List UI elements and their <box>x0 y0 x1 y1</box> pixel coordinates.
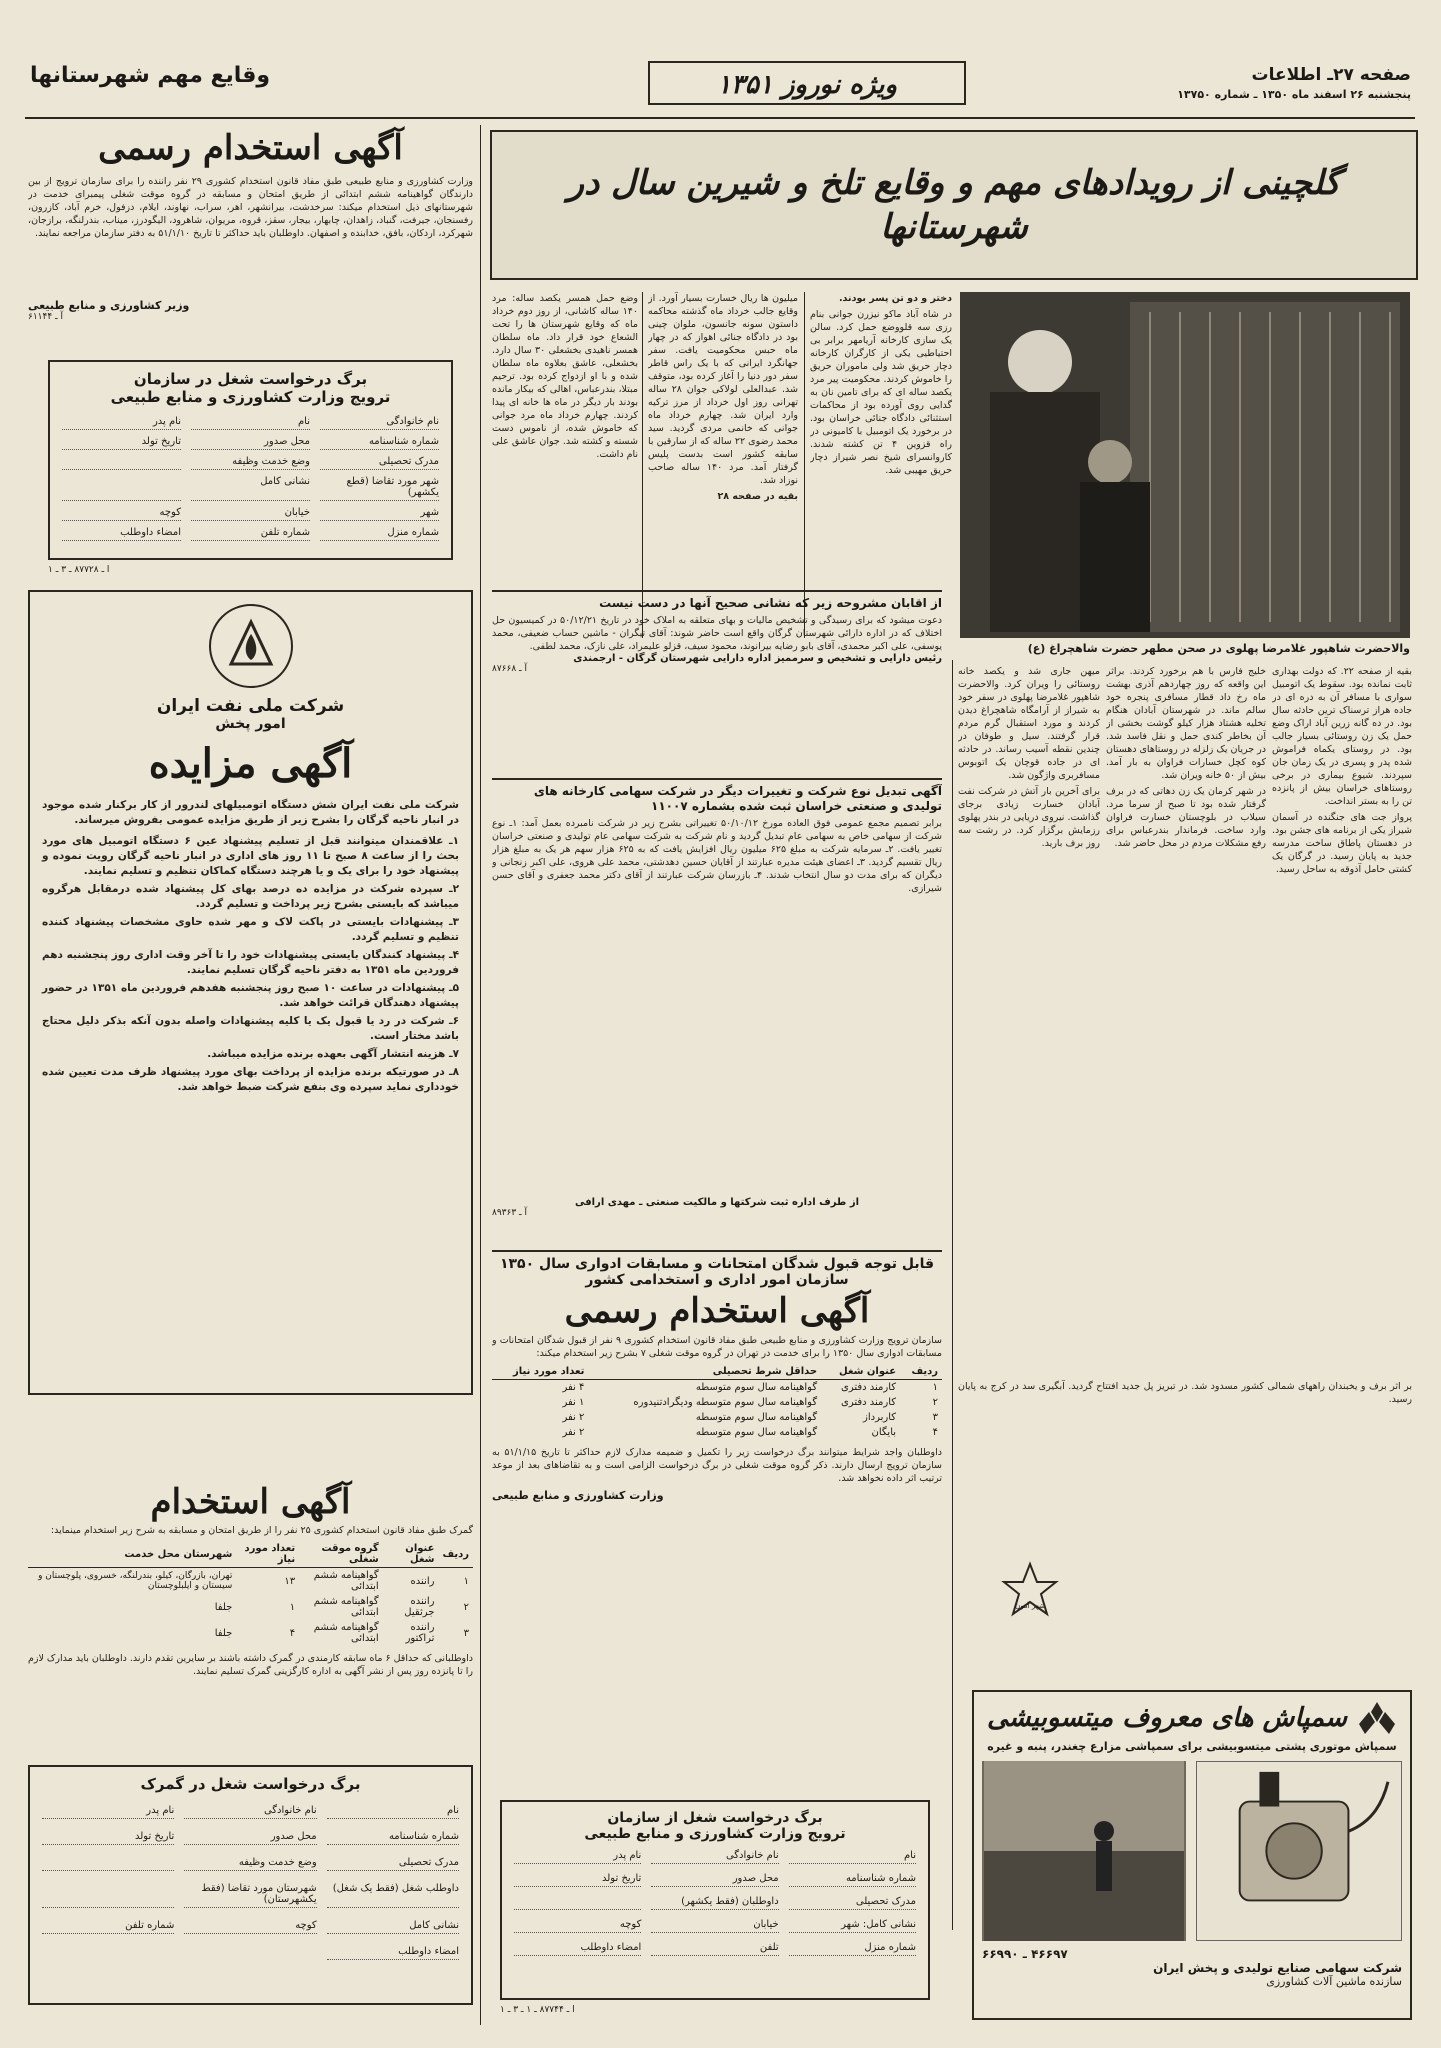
mitsubishi-phone: ۴۶۶۹۷ ـ ۶۶۹۹۰ <box>982 1947 1068 1961</box>
form-field[interactable]: محل صدور <box>651 1873 778 1887</box>
cell: تهران، بازرگان، کیلو، بندرلنگه، خسروی، پلوچستان و سیستان و ایلبلوچستان <box>38 1571 233 1591</box>
photo-caption: والاحضرت شاهپور غلامرضا پهلوی در صحن مطهر حضرت شاهچراغ (ع) <box>1027 642 1410 655</box>
sprayer-machine-image <box>1196 1761 1402 1941</box>
feature-col4 <box>1106 665 1266 1365</box>
cell: گواهینامه ششم ابتدائی <box>313 1596 379 1618</box>
form-field[interactable]: نام پدر <box>42 1805 174 1819</box>
exam-header: حداقل شرط تحصیلی <box>588 1364 821 1380</box>
feature-col6-text: میهن جاری شد و یکصد خانه روستائی را ویران کرد. والاحضرت شاهپور غلامرضا پهلوی در سفر خود به شیراز از آرامگاه شاهچراغ دیدن کردند و مورد استقبال گرم مردم قرار گرفتند. سیل و طوفان در چندین نقطه آسیب رساند. در حادثه ای در جاده قوچان یک اتوبوس مسافربری واژگون شد. <box>958 666 1100 781</box>
feature-col4-text: خلیج فارس با هم برخورد کردند. براثر این واقعه که روز چهاردهم آذری بهشت ماه رخ داد قطار مسافری پنجره خود سالم ماند. در شهرستان آبادان هنگام تخلیه هشتاد هزار کیلو گوشت بخشی از آن بخاطر کندی حمل و نقل فاسد شد. در جریان یک زلزله در روستاهای دهستان کوه کچل خسارات فراوان به بار آمد. بیش از ۵۰ خانه ویران شد. <box>1106 666 1266 781</box>
exam-notice <box>492 1250 942 1795</box>
form-field[interactable] <box>62 456 181 470</box>
exam-form-title-2: ترویج وزارت کشاورزی و منابع طبیعی <box>584 1826 846 1842</box>
form-top-title-2: ترویج وزارت کشاورزی و منابع طبیعی <box>110 388 391 406</box>
customs-header: تعداد مورد نیاز <box>236 1541 299 1568</box>
cell: ۱ <box>932 1382 938 1393</box>
cell: ۲ نفر <box>562 1427 585 1438</box>
form-field[interactable]: امضاء داوطلب <box>62 527 181 541</box>
special-banner: ویژه نوروز ۱۳۵۱ <box>648 61 966 105</box>
city-emblem <box>1000 1560 1060 1620</box>
cell: ۳ <box>932 1412 938 1423</box>
form-field[interactable]: مدرک تحصیلی <box>327 1857 459 1871</box>
exam-header: ردیف <box>900 1364 942 1380</box>
form-field[interactable]: شهر مورد تقاضا (قطع یکشهر) <box>320 476 439 501</box>
employment-official-ref: آ ـ ۶۱۱۴۴ <box>28 312 64 322</box>
employment-official-body: وزارت کشاورزی و منابع طبیعی طبق مفاد قانون استخدام کشوری ۲۹ نفر راننده را برای سازمان ترویج از بین دارندگان گواهینامه ششم ابتدائی از طریق امتحان و مسابقه در گروه موقت شغلی پیمبرای خدمت در شهرستانهای ذیل استخدام میکند: سرخدشت، بیرانشهر، اهر، سراب، نهاوند، ایلام، دزفول، خرم آباد، کازرون، رفسنجان، جیرفت، گنباد، زاهدان، چابهار، بیجار، سقز، قروه، مریوان، شاهرود، الیگودرز، میناب، بندرلنگه، برازجان، شهرکرد، اردکان، بافق، خدابنده و اصفهان. داوطلبان باید حداکثر تا تاریخ ۵۱/۱/۱۰ به دفتر سازمان مراجعه نمایند. <box>28 176 473 239</box>
cell: کارمند دفتری <box>841 1397 897 1408</box>
cell: کاربرداز <box>863 1412 897 1423</box>
feature-col2-text: میلیون ها ریال خسارت بسیار آورد. از وقایع جالب خرداد ماه گذشته محاکمه داستون سونه جانسون، ملوان چینی بود در دادگاه جنائی اهواز که در چهار ماه حبس محکومیت یافت. سفر جهانگرد ایرانی که با یک راس قاطر سفر دور دنیا را آغاز کرده بود، متوقف شد. عبدالعلی لولاکی جوان ۲۸ ساله تهرانی روز اول خرداد از مرز ترکیه وارد ایران شد. چهارم خرداد ماه جوانی که خانمی مردی گردید. سید محمد رضوی ۲۲ ساله که از سارقین با سابقه کشور است بدست پلیس گرفتار آمد. مرد ۱۴۰ ساله صاحب نوزاد شد. <box>648 293 798 486</box>
form-top-fields <box>62 416 439 541</box>
form-field[interactable]: کوچه <box>514 1919 641 1933</box>
exam-signature: وزارت کشاورزی و منابع طبیعی <box>492 1489 664 1502</box>
cell: کارمند دفتری <box>841 1382 897 1393</box>
date-line: پنجشنبه ۲۶ اسفند ماه ۱۳۵۰ ـ شماره ۱۳۷۵۰ <box>1177 88 1411 101</box>
nioc-emblem <box>209 604 293 688</box>
table-row <box>492 1410 942 1425</box>
auction-item: ۲ـ سپرده شرکت در مزایده ده درصد بهای کل پیشنهاد شده درمقابل هرگروه میباشد که بایستی بشرح زیر پرداخت و تسلیم گردد. <box>42 883 459 910</box>
exam-application-form <box>500 1800 930 2000</box>
customs-application-form <box>28 1765 473 2005</box>
form-field[interactable]: شهر <box>320 507 439 521</box>
left-column-rule <box>480 125 481 2025</box>
form-field[interactable]: تاریخ تولد <box>42 1831 174 1845</box>
registration-ref: آ ـ ۸۷۶۶۸ <box>492 664 528 674</box>
customs-intro: گمرک طبق مفاد قانون استخدام کشوری ۲۵ نفر را از طریق امتحان و مسابقه به شرح زیر استخدام مینماید: <box>50 1525 473 1536</box>
auction-item: ۴ـ پیشنهاد کنندگان بایستی پیشنهادات خود را تا آخر وقت اداری روز پنجشنبه دهم فروردین ماه ۱۳۵۱ به دفتر ناحیه گرگان تسلیم نمایند. <box>42 949 459 976</box>
exam-ref: آ ـ ۸۷۷۴۴ ـ ۱ ـ ۳ ـ ۱ <box>500 2005 575 2015</box>
form-field[interactable]: نام خانوادگی <box>651 1850 778 1864</box>
form-field[interactable]: داوطلب شغل (فقط یک شغل) <box>327 1883 459 1908</box>
employment-official-signature: وزیر کشاورزی و منابع طبیعی <box>28 299 190 312</box>
exam-form-fields <box>514 1850 916 1956</box>
auction-item: ۷ـ هزینه انتشار آگهی بعهده برنده مزایده میباشد. <box>207 1048 459 1060</box>
exam-title: آگهی استخدام رسمی <box>564 1291 870 1331</box>
cell: گواهینامه سال سوم متوسطه <box>695 1412 818 1423</box>
field-photo-illustration <box>982 1761 1186 1941</box>
form-field[interactable]: وضع خدمت وظیفه <box>184 1857 316 1871</box>
masthead-rule <box>25 117 1415 119</box>
mitsubishi-address: سازنده ماشین آلات کشاورزی <box>1266 1975 1402 1988</box>
form-field[interactable]: نشانی کامل <box>191 476 310 501</box>
exam-table <box>492 1364 942 1440</box>
feature-col1 <box>810 292 952 638</box>
auction-intro: شرکت ملی نفت ایران شش دستگاه اتومبیلهای لندرور از کار برکنار شده موجود در انبار ناحیه گرگان را بشرح زیر از طریق مزایده عمومی بفروش میرساند. <box>42 799 459 826</box>
company-change-ref: آ ـ ۸۹۳۶۳ <box>492 1208 528 1218</box>
flame-logo-icon <box>221 616 281 676</box>
feature-headline: گلچینی از رویدادهای مهم و وقایع تلخ و شیرین سال در شهرستانها <box>567 163 1341 247</box>
cell: ۱ <box>463 1575 469 1587</box>
form-field[interactable]: تاریخ تولد <box>62 436 181 450</box>
customs-header: شهرستان محل خدمت <box>28 1541 236 1568</box>
form-field[interactable]: کوچه <box>62 507 181 521</box>
feature-col7 <box>958 1380 1412 1680</box>
employment-official-top <box>28 125 473 335</box>
cell: راننده تراکتور <box>405 1622 435 1644</box>
form-field[interactable]: شماره منزل <box>789 1942 916 1956</box>
form-field[interactable]: نام پدر <box>514 1850 641 1864</box>
cell: گواهینامه ششم ابتدائی <box>313 1622 379 1644</box>
cell: ۴ نفر <box>562 1382 585 1393</box>
cell: گواهینامه سال سوم متوسطه ودیگرادتنیدوره <box>633 1397 818 1408</box>
form-top-title-1: برگ درخواست شغل در سازمان <box>133 370 368 388</box>
feature-col1-text: در شاه آباد ماکو نیزرن جوانی بنام رزی سه قلووضع حمل کرد. سالن یک سازی کارخانه آریامهر برابر بی احتیاطیی یکی از کارگران کارخانه دچار حریق شد ولی ماموران حریق را خاموش کردند. محکومیت پیر مرد یکصد ساله ای که برای تامین نان به گدایی روی آورده بود از محاکمات استثنائی دادگاه جنائی خراسان بود. در برخورد یک اتومبیل با کامیونی در راه قزوین ۴ تن کشته شدند. کاروانسرای شیخ نصر شیراز دچار حریق مهیبی شد. <box>810 309 952 476</box>
mitsubishi-headline: سمپاش های معروف میتسوبیشی <box>987 1703 1347 1733</box>
cell: جلفا <box>214 1627 233 1639</box>
table-row <box>492 1395 942 1410</box>
form-field[interactable]: امضاء داوطلب <box>514 1942 641 1956</box>
employment-official-title: آگهی استخدام رسمی <box>98 128 403 168</box>
customs-employment <box>28 1480 473 1750</box>
customs-table <box>28 1541 473 1646</box>
cell: ۲ <box>463 1601 469 1613</box>
auction-item: ۱ـ علاقمندان میتوانند قبل از تسلیم پیشنهاد عین ۶ دستگاه اتومبیل های مورد بحث را از ساعت ۸ صبح تا ۱۱ روز های اداری در انبار ناحیه گرگان رویت نموده و پیشنهاد خود را برای یک و یا هرچند دستگاه کماکان تنظیم و تسلیم نمایند. <box>42 835 459 877</box>
col-divider-2 <box>642 292 643 638</box>
form-field[interactable]: نشانی کامل <box>327 1920 459 1934</box>
cell: جلفا <box>214 1601 233 1613</box>
star-emblem-icon <box>1000 1560 1060 1620</box>
feature-col5 <box>1272 665 1412 1365</box>
form-field[interactable]: داوطلبان (فقط یکشهر) <box>651 1896 778 1910</box>
form-field[interactable]: خیابان <box>651 1919 778 1933</box>
form-field[interactable] <box>42 1857 174 1871</box>
lower-text-d: بر اثر برف و یخبندان راههای شمالی کشور مسدود شد. در تبریز پل جدید افتتاح گردید. آبگیری سد در کرج به پایان رسید. <box>958 1381 1412 1405</box>
auction-items <box>42 834 459 1095</box>
customs-header: ردیف <box>438 1541 473 1568</box>
form-field[interactable]: شماره شناسنامه <box>327 1831 459 1845</box>
feature-col2 <box>648 292 798 638</box>
form-field[interactable]: نام خانوادگی <box>184 1805 316 1819</box>
mitsubishi-logo-icon <box>1357 1700 1397 1736</box>
cell: ۱ نفر <box>562 1397 585 1408</box>
cell: ۳ <box>463 1627 469 1639</box>
registration-signature: رئیس دارایی و تشخیص و سرممیز اداره دارایی شهرستان گرگان - ارجمندی <box>573 653 942 664</box>
form-field[interactable]: شهرستان مورد تقاضا (فقط یکشهرستان) <box>184 1883 316 1908</box>
masthead <box>0 55 1441 115</box>
cell: گواهینامه سال سوم متوسطه <box>695 1382 818 1393</box>
application-form-top <box>48 360 453 560</box>
company-change-body: برابر تصمیم مجمع عمومی فوق العاده مورخ ۵۰/۱۰/۱۲ تغییراتی بشرح زیر در شرکت نامبرده بعمل آمد: ۱ـ نوع شرکت از سهامی خاص به سهامی عام تبدیل گردید و نام شرکت به شرکت سهامی عام تولیدی و صنعتی خراسان تغییر یافت. ۲ـ سرمایه شرکت به مبلغ ۶۲۵ میلیون ریال افزایش یافت که به ۶۲۵ هزار سهم هر یک به مبلغ هزار ریال تقسیم گردید. ۳ـ اعضای هیئت مدیره عبارتند از آقایان حسین دهدشتی، محمد علی هروی، علی اکبر زنجانی و دیگران که برای مدت دو سال انتخاب شدند. ۴ـ بازرسان شرکت عبارتند از آقای دکتر محمد جعفری و آقای حسن شیرازی. <box>492 818 942 894</box>
form-field[interactable]: محل صدور <box>184 1831 316 1845</box>
exam-header: عنوان شغل <box>821 1364 900 1380</box>
lower-text-c: برای آخرین بار آتش در شرکت نفت آبادان خسارت زیادی برجای گذاشت. نیروی دریایی در بندر پهلوی رزمایش برگزار کرد. در رشت سه روز برف بارید. <box>958 786 1100 849</box>
cell: ۲ نفر <box>562 1412 585 1423</box>
form-field[interactable]: محل صدور <box>191 436 310 450</box>
form-field[interactable] <box>514 1896 641 1910</box>
exam-intro: سازمان ترویج وزارت کشاورزی و منابع طبیعی طبق مفاد قانون استخدام کشوری ۹ نفر از قبول شدگان امتحانات و مسابقات ادواری سال ۱۳۵۰ را برای خدمت در تهران در گروه موقت شغلی ۷ بشرح زیر استخدام میکند: <box>492 1335 942 1359</box>
form-field[interactable]: شماره تلفن <box>42 1920 174 1934</box>
form-field[interactable]: شماره شناسنامه <box>789 1873 916 1887</box>
cell: ۱۳ <box>284 1575 296 1587</box>
company-change-notice <box>492 778 942 1238</box>
auction-item: ۶ـ شرکت در رد یا قبول یک یا کلیه پیشنهادات واصله بدون آنکه بذکر دلیل محتاج باشد مختار است. <box>42 1015 459 1042</box>
feature-photo <box>960 292 1410 638</box>
auction-item: ۳ـ پیشنهادات بایستی در پاکت لاک و مهر شده حاوی مشخصات پیشنهاد کننده تنظیم و تسلیم گردد. <box>42 916 459 943</box>
feature-headline-banner <box>490 130 1418 280</box>
cell: ۴ <box>932 1427 938 1438</box>
page-ref: صفحه ۲۷ـ اطلاعات <box>1251 65 1411 85</box>
form-field[interactable]: مدرک تحصیلی <box>789 1896 916 1910</box>
mitsubishi-ad <box>972 1690 1412 2020</box>
form-field[interactable]: کوچه <box>184 1920 316 1934</box>
table-row <box>28 1568 473 1595</box>
form-field[interactable]: نام <box>327 1805 459 1819</box>
exam-body: داوطلبان واجد شرایط میتوانند برگ درخواست زیر را تکمیل و ضمیمه مدارک لازم حداکثر تا تاریخ ۵۱/۱/۱۵ به سازمان ترویج ارسال دارند. ذکر گروه موقت شغلی در برگ درخواست الزامی است و به تقاضاهای بعد از موعد ترتیب اثر داده نخواهد شد. <box>492 1447 942 1484</box>
company-change-signature: از طرف اداره ثبت شرکتها و مالکیت صنعتی ـ مهدی ارافی <box>574 1197 860 1208</box>
customs-footer: داوطلبانی که حداقل ۶ ماه سابقه کارمندی در گمرک داشته باشند بر سایرین تقدم دارند. داوطلبان باید مدارک لازم را تا پانزده روز پس از نشر آگهی به اداره کارگزینی گمرک تسلیم نمایند. <box>28 1653 473 1677</box>
auction-item: ۵ـ پیشنهادات در ساعت ۱۰ صبح روز پنجشنبه هفدهم فروردین ماه ۱۳۵۱ در حضور پیشنهاد دهندگان قرائت خواهد شد. <box>42 982 459 1009</box>
company-change-title: آگهی تبدیل نوع شرکت و تغییرات دیگر در شرکت سهامی کارخانه های تولیدی و صنعتی خراسان ثبت شده بشماره ۱۱۰۰۷ <box>533 784 942 813</box>
feature-col5-text: بقیه از صفحه ۲۲. که دولت بهداری ثابت نمانده بود. سقوط یک اتومبیل سواری با مسافر آن به دره ای در جاده هراز ترسناک ترین حادثه سال بود. در ده گانه زرین آباد اراک وضع حمل یک زن روستائی بسیار جالب بود. در روستای یکماه فراموش شده پدر و پسری در یک زمان جان سپردند. شیوع بیماری در برخی روستاهای خراسان بیش از پانزده تن را به بستر انداخت. <box>1272 666 1412 807</box>
form-field[interactable]: تلفن <box>651 1942 778 1956</box>
center-column-rule <box>952 660 953 1930</box>
form-field[interactable]: شماره منزل <box>320 527 439 541</box>
shrine-photo-illustration <box>960 292 1410 638</box>
customs-header: عنوان شغل <box>383 1541 439 1568</box>
cell: راننده جرثقیل <box>404 1596 435 1618</box>
form-field[interactable]: نام <box>789 1850 916 1864</box>
exam-header: تعداد مورد نیاز <box>492 1364 588 1380</box>
col-divider-1 <box>804 292 805 638</box>
form-field[interactable]: امضاء داوطلب <box>327 1946 459 1960</box>
section-title: وقایع مهم شهرستانها <box>30 63 271 88</box>
feature-col2-continued: بقیه در صفحه ۲۸ <box>717 491 798 502</box>
table-row <box>492 1425 942 1440</box>
registration-title: از اقابان مشروحه زیر که نشانی صحیح آنها در دست نیست <box>599 596 942 610</box>
registration-body: دعوت میشود که برای رسیدگی و تشخیص مالیات و بهای متعلقه به املاک خود در تاریخ ۵۰/۱۲/۲۱ در کمیسیون حل اختلاف که در اداره دارائی شهرستان گرگان واقع است حاضر شوند: آقای تیگران - ماشین حساب ضعیفی، محمد یوسفی، علی اکبر محمدی، آقای بابو رضایه بیرانوند، محمود سیف، قزلو علیمراد، علی نازک، محمد لطفی. <box>492 615 942 652</box>
form-field[interactable] <box>42 1883 174 1908</box>
cell: بایگان <box>871 1427 897 1438</box>
form-top-ref: آ ـ ۸۷۷۲۸ ـ ۳ ـ ۱ <box>48 565 110 575</box>
customs-form-title: برگ درخواست شغل در گمرک <box>140 1775 361 1793</box>
registration-notice <box>492 590 942 765</box>
table-row <box>492 1380 942 1396</box>
auction-division: امور پخش <box>215 716 286 732</box>
cell: ۲ <box>932 1397 938 1408</box>
auction-title: آگهی مزایده <box>148 740 353 787</box>
exam-subheading: سازمان امور اداری و استخدامی کشور <box>585 1272 849 1288</box>
form-field[interactable] <box>62 476 181 501</box>
form-field[interactable]: نام خانوادگی <box>320 416 439 430</box>
customs-title: آگهی استخدام <box>150 1482 351 1522</box>
form-field[interactable]: نام پدر <box>62 416 181 430</box>
lower-text-b: پرواز جت های جنگنده در آسمان شیراز یکی از برنامه های جشن بود. در دهستان پاطاق ساخت مدرسه جدید به پایان رسید. در گرگان یک کشتی حامل آذوقه به ساحل رسید. <box>1272 812 1412 875</box>
emblem-text: شهر آمون <box>1015 1602 1045 1610</box>
customs-header: گروه موقت شغلی <box>299 1541 383 1568</box>
auction-item: ۸ـ در صورتیکه برنده مزایده از پرداخت بهای مورد پیشنهاد ظرف مدت تعیین شده خودداری نماید سپرده وی بنفع شرکت ضبط خواهد شد. <box>42 1066 459 1093</box>
lower-text-a: در شهر کرمان یک زن دهاتی که در برف گرفتار شده بود تا صبح از سرما مرد. سیلاب در بلوچستان خسارت فراوان وارد ساخت. فرماندار بندرعباس برای رفع مشکلات مردم در محل حاضر شد. <box>1106 786 1266 849</box>
table-row <box>28 1594 473 1620</box>
form-field[interactable]: شماره شناسنامه <box>320 436 439 450</box>
cell: گواهینامه سال سوم متوسطه <box>695 1427 818 1438</box>
mitsubishi-subline: سمپاش موتوری پشتی میتسوبیشی برای سمپاشی مزارع چغندر، پنبه و غیره <box>987 1740 1397 1753</box>
feature-col6 <box>958 665 1100 1365</box>
exam-form-title-1: برگ درخواست شغل از سازمان <box>607 1810 823 1826</box>
form-field[interactable]: نام <box>191 416 310 430</box>
auction-company: شرکت ملی نفت ایران <box>156 696 345 716</box>
form-field[interactable]: شماره تلفن <box>191 527 310 541</box>
field-spraying-photo <box>982 1761 1186 1941</box>
table-row <box>28 1620 473 1646</box>
form-field[interactable]: خیابان <box>191 507 310 521</box>
feature-col3-text: وضع حمل همسر یکصد ساله: مرد ۱۴۰ ساله کاشانی، از روز دوم خرداد ماه که وقایع شهرستان ها را تحت الشعاع خود قرار داد. ماه سلطان همسر ناهیدی بخشعلی ۳۰ سال دارد. بخشعلی، عاشق بعلاوه ماه سلطان شده و با او ازدواج کرده بود. ترحیم مبتلا، بندرعباس، اهالی که بیکار مانده بودند بار دیگر در ماه ها خانه ای پیدا کردند. چهارم خرداد ماه مرد جوانی که خاموش شده، از ناموس دست شسته و کشته شد. جوان عاشق علی نام داشت. <box>492 293 638 460</box>
customs-form-fields <box>42 1805 459 1960</box>
cell: راننده <box>410 1575 435 1587</box>
form-field[interactable]: وضع خدمت وظیفه <box>191 456 310 470</box>
cell: ۴ <box>289 1627 296 1639</box>
mitsubishi-company: شرکت سهامی صنایع تولیدی و پخش ایران <box>1153 1961 1402 1975</box>
auction-notice <box>28 590 473 1395</box>
sprayer-illustration <box>1197 1762 1401 1940</box>
form-field[interactable]: تاریخ تولد <box>514 1873 641 1887</box>
feature-col3 <box>492 292 638 592</box>
cell: ۱ <box>289 1601 296 1613</box>
cell: گواهینامه ششم ابتدائی <box>313 1570 379 1592</box>
form-field[interactable]: مدرک تحصیلی <box>320 456 439 470</box>
feature-col1-lead: دختر و دو تن پسر بودند. <box>838 293 952 304</box>
form-field[interactable]: نشانی کامل: شهر <box>789 1919 916 1933</box>
exam-heading: قابل توجه قبول شدگان امتحانات و مسابقات ادواری سال ۱۳۵۰ <box>499 1256 935 1272</box>
